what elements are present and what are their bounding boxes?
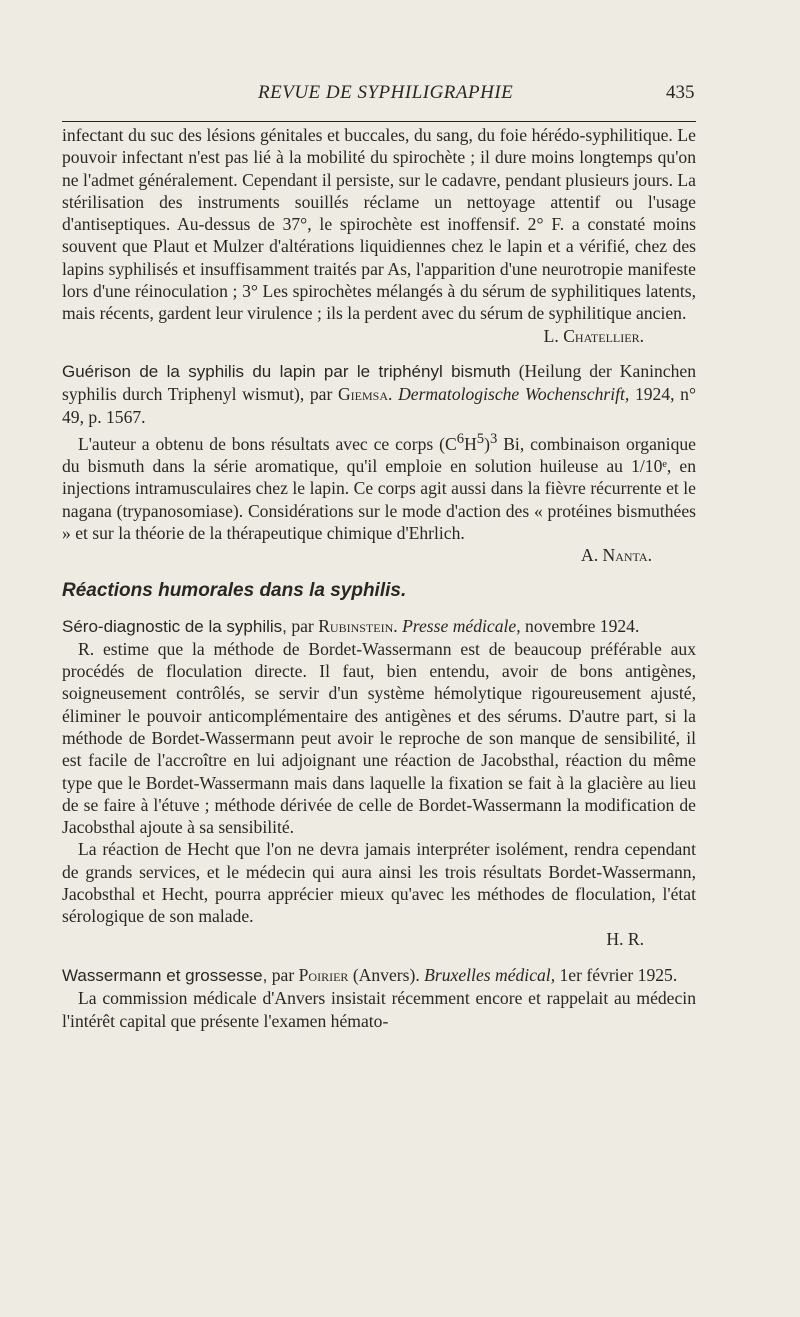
body-text bbox=[62, 124, 696, 1032]
page-number: 435 bbox=[666, 82, 695, 103]
article-date: 1er février 1925. bbox=[559, 964, 678, 985]
article-title: Séro-diagnostic de la syphilis, bbox=[62, 616, 287, 636]
article-author: Giemsa. bbox=[337, 384, 393, 405]
article-body: La réaction de Hecht que l'on ne devra jamais interpréter isolément, rendra cependant de grands services, et le médecin qui aura ainsi les trois résultats Bordet-Wassermann, Jacobsthal et Hecht, pourra apprécier mieux qu'avec les méthodes de floculation, l'état sérologique de son malade. bbox=[62, 839, 696, 927]
article-journal: Dermatologische Wochenschrift, bbox=[398, 384, 630, 405]
article-heading: Wassermann et grossesse, par Poirier (Anvers). Bruxelles médical, 1er février 1925. bbox=[62, 964, 678, 985]
signature-nanta: A. Nanta. bbox=[581, 545, 652, 566]
article-journal: Bruxelles médical, bbox=[424, 964, 556, 985]
article-author: Rubinstein. bbox=[318, 615, 398, 636]
header-rule bbox=[62, 121, 696, 122]
article-reference: (Heilung der Kaninchen syphilis durch Triphenyl wismut), par bbox=[62, 360, 697, 405]
running-header bbox=[0, 82, 800, 112]
article-heading: Séro-diagnostic de la syphilis, par Rubinstein. Presse médicale, novembre 1924. bbox=[62, 615, 640, 636]
running-title: REVUE DE SYPHILIGRAPHIE bbox=[258, 82, 514, 103]
article-body: La commission médicale d'Anvers insistait récemment encore et rappelait au médecin l'intérêt capital que présente l'examen hémato- bbox=[62, 988, 696, 1031]
section-heading: Réactions humorales dans la syphilis. bbox=[62, 579, 407, 601]
article-journal: Presse médicale, bbox=[402, 615, 521, 636]
article-body: L'auteur a obtenu de bons résultats avec ce corps $(C^6H^5)^3$ Bi, combinaison organique du bismuth dans la série aromatique, qu'il emploie en solution huileuse au 1/10ᵉ, en injections intramusculaires chez le lapin. Ce corps agit aussi dans la fièvre récurrente et le nagana (trypanosomiase). Considérations sur le mode d'action des « protéines bismuthées » et sur la théorie de la thérapeutique chimique d'Ehrlich. bbox=[62, 430, 696, 543]
article-date: novembre 1924. bbox=[525, 615, 640, 636]
article-title: Guérison de la syphilis du lapin par le triphényl bismuth bbox=[62, 361, 511, 381]
signature-chatellier: L. Chatellier. bbox=[543, 325, 644, 346]
article-author: Poirier bbox=[298, 964, 349, 985]
article-title: Wassermann et grossesse, bbox=[62, 965, 268, 985]
article-body: R. estime que la méthode de Bordet-Wassermann est de beaucoup préférable aux procédés de floculation directe. Il faut, bien entendu, avoir de bons antigènes, soigneusement contrôlés, se servir d'un système hémolytique rigoureusement ajusté, éliminer le pouvoir anticomplémentaire des antigènes et des sérums. D'autre part, si la méthode de Bordet-Wassermann peut avoir le reproche de son manque de sensibilité, il est facile de l'accroître en lui adjoignant une réaction de Jacobsthal, réaction du même type que le Bordet-Wassermann mais dans laquelle la fixation se fait à la glacière au lieu de se faire à l'étuve ; méthode dérivée de celle de Bordet-Wassermann la modification de Jacobsthal ajoute à sa sensibilité. bbox=[62, 638, 696, 838]
intro-paragraph: infectant du suc des lésions génitales et buccales, du sang, du foie hérédo-syphilitique. Le pouvoir infectant n'est pas lié à la mobilité du spirochète ; il dure moins longtemps qu'on ne l'admet généralement. Cependant il persiste, sur le cadavre, pendant plusieurs jours. La stérilisation des instruments souillés réclame un nettoyage attentif ou l'usage d'antiseptiques. Au-dessus de 37°, le spirochète est inoffensif. 2° F. a constaté moins souvent que Plaut et Mulzer d'altérations liquidiennes chez le lapin et a vérifié, chez des lapins syphilisés et insuffisamment traités par As, l'apparition d'une neurotropie manifeste lors d'une réinoculation ; 3° Les spirochètes mélangés à du sérum de syphilitiques latents, mais récents, gardent leur virulence ; ils la perdent avec du sérum de syphilitique ancien. bbox=[62, 125, 696, 324]
article-citation: 1924, n° 49, p. 1567. bbox=[62, 384, 696, 427]
signature-hr: H. R. bbox=[606, 928, 644, 949]
article-heading bbox=[62, 360, 696, 428]
